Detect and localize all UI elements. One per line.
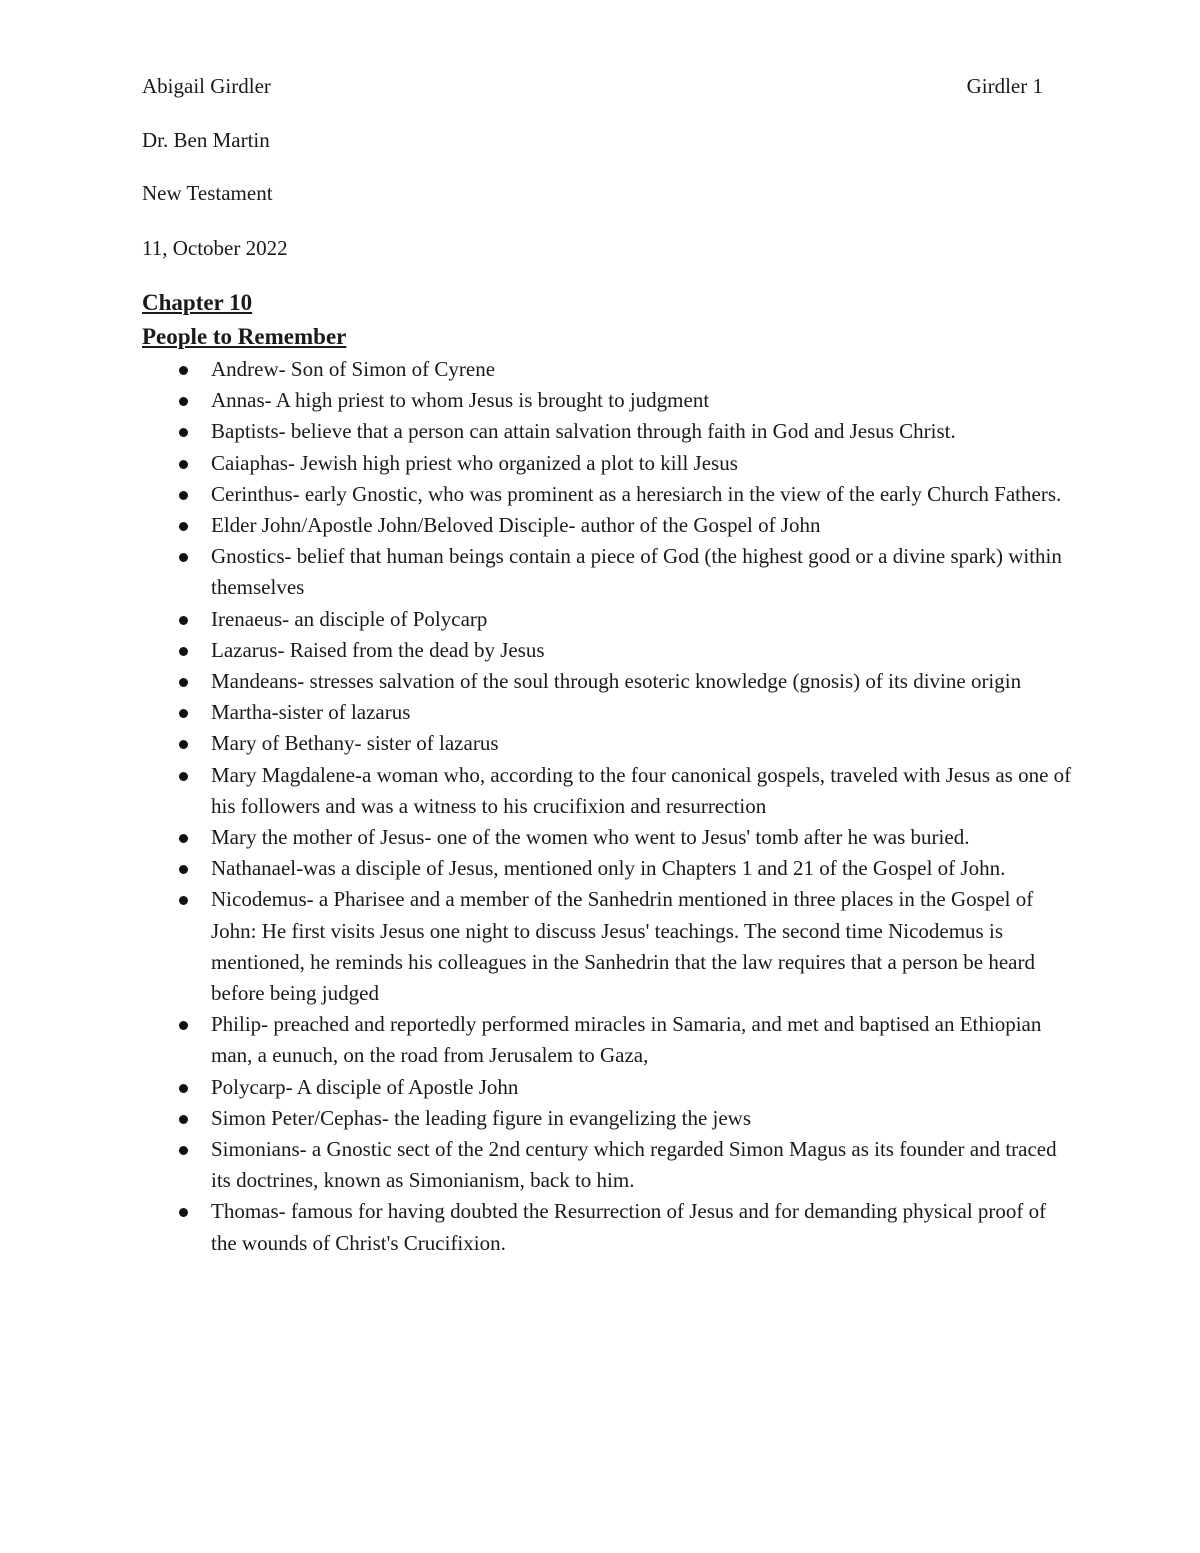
list-item-text: Simonians- a Gnostic sect of the 2nd century which regarded Simon Magus as its founder and traced its doctrines, known as Simonianism, back to him.: [211, 1137, 1057, 1193]
list-item: [142, 479, 1072, 510]
list-item-text: Mary of Bethany- sister of lazarus: [211, 731, 499, 756]
list-item: [142, 884, 1072, 1009]
list-item-text: Caiaphas- Jewish high priest who organized a plot to kill Jesus: [211, 450, 738, 475]
bullet-icon: [179, 553, 188, 562]
list-item: [142, 760, 1072, 822]
chapter-title: Chapter 10: [142, 290, 253, 315]
list-item-text: Polycarp- A disciple of Apostle John: [211, 1074, 519, 1099]
list-item-text: Nicodemus- a Pharisee and a member of the Sanhedrin mentioned in three places in the Gospel of John: He first visits Jesus one night to discuss Jesus' teachings. The second time Nicodemus is mentioned, he reminds his colleagues in the Sanhedrin that the law requires that a person be heard before being judged: [211, 887, 1035, 1006]
list-item: [142, 635, 1072, 666]
list-item: [142, 541, 1072, 603]
bullet-icon: [179, 647, 188, 656]
list-item-text: Elder John/Apostle John/Beloved Disciple- author of the Gospel of John: [211, 513, 821, 538]
list-item: [142, 1196, 1072, 1258]
list-item-text: Irenaeus- an disciple of Polycarp: [211, 606, 488, 631]
list-item: [142, 604, 1072, 635]
bullet-icon: [179, 740, 188, 749]
list-item-text: Gnostics- belief that human beings contain a piece of God (the highest good or a divine spark) within themselves: [211, 544, 1062, 600]
bullet-icon: [179, 772, 188, 781]
page-header-label: Girdler 1: [966, 74, 1043, 98]
bullet-icon: [179, 397, 188, 406]
list-item-text: Martha-sister of lazarus: [211, 700, 411, 725]
list-item-text: Lazarus- Raised from the dead by Jesus: [211, 637, 545, 662]
bullet-icon: [179, 460, 188, 469]
list-item-text: Cerinthus- early Gnostic, who was prominent as a heresiarch in the view of the early Church Fathers.: [211, 481, 1062, 506]
list-item-text: Mary the mother of Jesus- one of the women who went to Jesus' tomb after he was buried.: [211, 825, 970, 850]
people-list: [142, 354, 1072, 1259]
bullet-icon: [179, 616, 188, 625]
list-item-text: Mandeans- stresses salvation of the soul through esoteric knowledge (gnosis) of its divine origin: [211, 669, 1022, 694]
list-item: [142, 416, 1072, 447]
list-item-text: Thomas- famous for having doubted the Resurrection of Jesus and for demanding physical proof of the wounds of Christ's Crucifixion.: [211, 1199, 1047, 1255]
list-item: [142, 728, 1072, 759]
bullet-icon: [179, 865, 188, 874]
list-item: [142, 666, 1072, 697]
list-item: [142, 510, 1072, 541]
bullet-icon: [179, 1208, 188, 1217]
list-item-text: Nathanael-was a disciple of Jesus, mentioned only in Chapters 1 and 21 of the Gospel of John.: [211, 856, 1006, 881]
bullet-icon: [179, 522, 188, 531]
course-name: New Testament: [142, 181, 273, 205]
bullet-icon: [179, 709, 188, 718]
list-item-text: Annas- A high priest to whom Jesus is brought to judgment: [211, 388, 710, 413]
instructor-name: Dr. Ben Martin: [142, 128, 270, 152]
document-date: 11, October 2022: [142, 236, 288, 260]
bullet-icon: [179, 366, 188, 375]
list-item: [142, 1009, 1072, 1071]
bullet-icon: [179, 1021, 188, 1030]
list-item-text: Simon Peter/Cephas- the leading figure in evangelizing the jews: [211, 1105, 752, 1130]
section-title: People to Remember: [142, 324, 347, 349]
list-item: [142, 1072, 1072, 1103]
list-item-text: Philip- preached and reportedly performed miracles in Samaria, and met and baptised an Ethiopian man, a eunuch, on the road from Jerusalem to Gaza,: [211, 1012, 1042, 1068]
list-item: [142, 697, 1072, 728]
list-item: [142, 1103, 1072, 1134]
bullet-icon: [179, 1146, 188, 1155]
bullet-icon: [179, 491, 188, 500]
author-name: Abigail Girdler: [142, 74, 271, 98]
bullet-icon: [179, 428, 188, 437]
list-item: [142, 822, 1072, 853]
list-item: [142, 1134, 1072, 1196]
list-item: [142, 354, 1072, 385]
list-item-text: Baptists- believe that a person can attain salvation through faith in God and Jesus Christ.: [211, 419, 956, 444]
bullet-icon: [179, 896, 188, 905]
list-item: [142, 385, 1072, 416]
bullet-icon: [179, 678, 188, 687]
list-item: [142, 853, 1072, 884]
bullet-icon: [179, 834, 188, 843]
bullet-icon: [179, 1084, 188, 1093]
list-item-text: Mary Magdalene-a woman who, according to the four canonical gospels, traveled with Jesus as one of his followers and was a witness to his crucifixion and resurrection: [211, 762, 1072, 818]
list-item-text: Andrew- Son of Simon of Cyrene: [211, 357, 496, 381]
bullet-icon: [179, 1115, 188, 1124]
list-item: [142, 448, 1072, 479]
